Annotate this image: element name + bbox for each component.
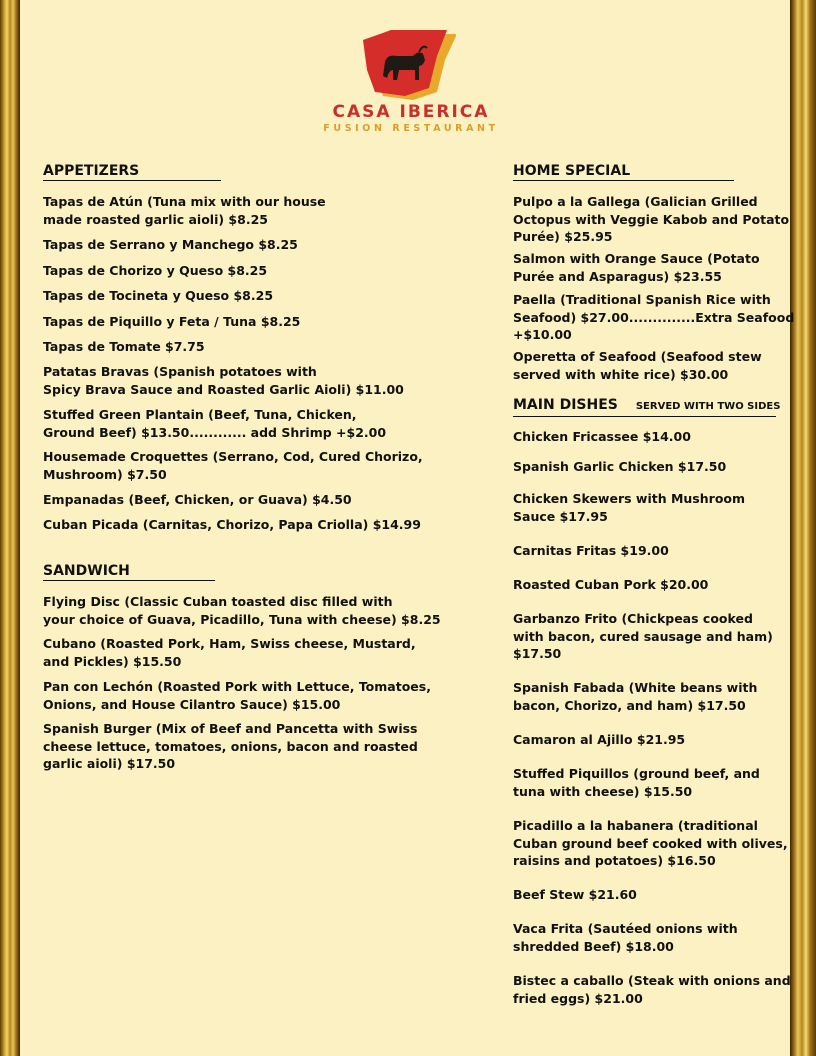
- brand-name: CASA IBERICA: [332, 102, 490, 122]
- home-special-title: HOME SPECIAL: [513, 163, 734, 181]
- appetizer-item: Tapas de Tocineta y Queso $8.25: [43, 288, 274, 303]
- gold-frame-right: [790, 0, 816, 1056]
- sandwich-item: Pan con Lechón (Roasted Pork with Lettuce, Tomatoes, Onions, and House Cilantro Sauce) $15.00: [43, 679, 431, 712]
- appetizer-item: Patatas Bravas (Spanish potatoes with Spicy Brava Sauce and Roasted Garlic Aioli) $11.00: [43, 364, 404, 397]
- main-dish-item: Beef Stew $21.60: [513, 887, 637, 902]
- sandwich-item: Flying Disc (Classic Cuban toasted disc filled with your choice of Guava, Picadillo, Tuna with cheese) $8.25: [43, 594, 441, 627]
- main-dish-item: Stuffed Piquillos (ground beef, and tuna with cheese) $15.50: [513, 766, 760, 799]
- sandwich-item: Cubano (Roasted Pork, Ham, Swiss cheese, Mustard, and Pickles) $15.50: [43, 636, 416, 669]
- home-special-item: Salmon with Orange Sauce (Potato Purée and Asparagus) $23.55: [513, 251, 760, 284]
- main-dish-item: Spanish Garlic Chicken $17.50: [513, 459, 727, 474]
- main-dishes-note: SERVED WITH TWO SIDES: [635, 401, 781, 412]
- main-dish-item: Spanish Fabada (White beans with bacon, Chorizo, and ham) $17.50: [513, 680, 758, 713]
- brand-block: [320, 103, 502, 135]
- home-special-item: Operetta of Seafood (Seafood stew served with white rice) $30.00: [513, 349, 762, 382]
- appetizers-title: APPETIZERS: [43, 163, 221, 181]
- sandwich-title: SANDWICH: [43, 563, 215, 581]
- main-dish-item: Chicken Fricassee $14.00: [513, 429, 691, 444]
- appetizer-item: Tapas de Chorizo y Queso $8.25: [43, 263, 268, 278]
- gold-frame-left: [0, 0, 20, 1056]
- main-dish-item: Chicken Skewers with Mushroom Sauce $17.95: [513, 491, 746, 524]
- home-special-item: Pulpo a la Gallega (Galician Grilled Octopus with Veggie Kabob and Potato Purée) $25.95: [513, 194, 790, 244]
- main-dish-item: Roasted Cuban Pork $20.00: [513, 577, 709, 592]
- appetizer-item: Empanadas (Beef, Chicken, or Guava) $4.50: [43, 492, 352, 507]
- appetizer-item: Stuffed Green Plantain (Beef, Tuna, Chicken, Ground Beef) $13.50............ add Shrimp +$2.00: [43, 407, 387, 440]
- main-dish-item: Vaca Frita (Sautéed onions with shredded Beef) $18.00: [513, 921, 738, 954]
- main-dishes-label: MAIN DISHES: [513, 397, 618, 413]
- sandwich-item: Spanish Burger (Mix of Beef and Pancetta with Swiss cheese lettuce, tomatoes, onions, bacon and roasted garlic aioli) $17.50: [43, 721, 418, 771]
- appetizer-item: Housemade Croquettes (Serrano, Cod, Cured Chorizo, Mushroom) $7.50: [43, 449, 423, 482]
- appetizer-item: Tapas de Serrano y Manchego $8.25: [43, 237, 298, 252]
- spain-bull-logo-icon: [361, 26, 456, 102]
- appetizer-item: Tapas de Atún (Tuna mix with our house made roasted garlic aioli) $8.25: [43, 194, 326, 227]
- main-dish-item: Garbanzo Frito (Chickpeas cooked with bacon, cured sausage and ham) $17.50: [513, 611, 773, 661]
- appetizer-item: Tapas de Tomate $7.75: [43, 339, 205, 354]
- main-dish-item: Picadillo a la habanera (traditional Cuban ground beef cooked with olives, raisins and potatoes) $16.50: [513, 818, 788, 868]
- main-dish-item: Carnitas Fritas $19.00: [513, 543, 669, 558]
- main-dish-item: Camaron al Ajillo $21.95: [513, 732, 686, 747]
- brand-subtitle: FUSION RESTAURANT: [323, 123, 499, 134]
- appetizer-item: Cuban Picada (Carnitas, Chorizo, Papa Criolla) $14.99: [43, 517, 421, 532]
- main-dishes-title: [513, 397, 781, 417]
- main-dish-item: Bistec a caballo (Steak with onions and fried eggs) $21.00: [513, 973, 791, 1006]
- appetizer-item: Tapas de Piquillo y Feta / Tuna $8.25: [43, 314, 301, 329]
- home-special-item: Paella (Traditional Spanish Rice with Seafood) $27.00..............Extra Seafood +$10.00: [513, 292, 795, 342]
